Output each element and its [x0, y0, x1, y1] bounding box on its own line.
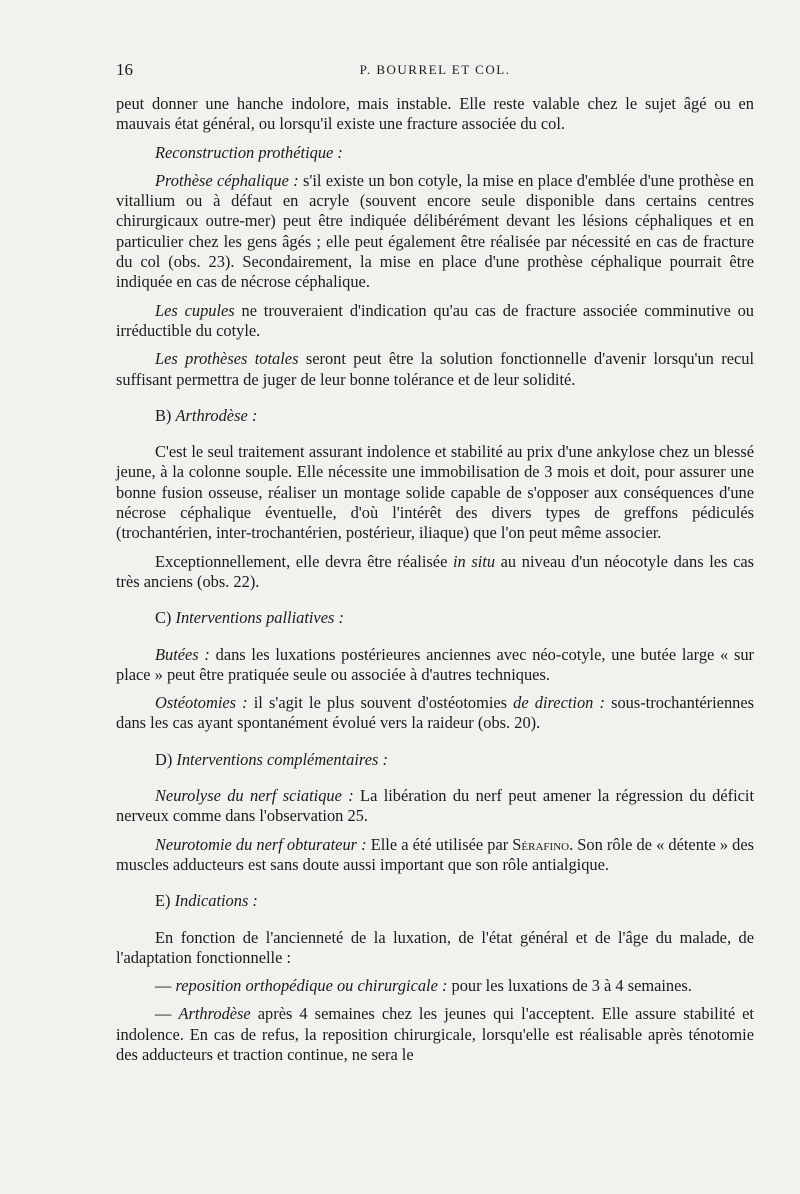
- body-text: [116, 94, 754, 1065]
- author-name: Sérafino: [512, 834, 570, 854]
- heading-interventions-palliatives: C) Interventions palliatives :: [155, 608, 344, 628]
- page-number: 16: [116, 60, 133, 79]
- paragraph-butees: Butées : dans les luxations postérieures anciennes avec néo-cotyle, une butée large « sur place » peut être pratiquée seule ou associée à d'autres techniques.: [116, 644, 755, 684]
- term-neurolyse: Neurolyse du nerf sciatique :: [155, 786, 354, 806]
- term-cupules: Les cupules: [155, 300, 235, 320]
- term-prothese-cephalique: Prothèse céphalique :: [155, 170, 299, 190]
- term-butees: Butées :: [155, 644, 210, 664]
- page-header: [116, 60, 754, 84]
- heading-arthrodese: B) Arthrodèse :: [155, 405, 258, 425]
- paragraph-osteotomies: Ostéotomies : il s'agit le plus souvent d'ostéotomies de direction : sous-trochantériennes dans les cas ayant spontanément évolué vers la raideur (obs. 20).: [116, 693, 754, 733]
- paragraph-cupules: Les cupules ne trouveraient d'indication qu'au cas de fracture associée comminutive ou irréductible du cotyle.: [116, 300, 754, 340]
- paragraph-neurolyse: Neurolyse du nerf sciatique : La libération du nerf peut amener la régression du déficit nerveux comme dans l'observation 25.: [116, 786, 755, 826]
- heading-interventions-complementaires: D) Interventions complémentaires :: [155, 749, 388, 769]
- term-neurotomie: Neurotomie du nerf obturateur :: [155, 834, 367, 854]
- running-title: P. BOURREL ET COL.: [359, 62, 511, 77]
- paragraph-prothese-cephalique: Prothèse céphalique : s'il existe un bon cotyle, la mise en place d'emblée d'une prothèse en vitallium ou à défaut en acryle (souvent encore seule disponible dans certains centres chirurgicaux outre-mer) peut être indiquée délibérément devant les lésions céphaliques et en particulier chez les gens âgés ; elle peut également être réalisée par nécessité en cas de fracture du col (obs. 23). Secondairement, la mise en place d'une prothèse céphalique pourrait être indiquée en cas de nécrose céphalique.: [116, 170, 754, 292]
- paragraph-carryover: peut donner une hanche indolore, mais instable. Elle reste valable chez le sujet âgé ou en mauvais état général, ou lorsqu'il existe une fracture associée du col.: [116, 94, 754, 134]
- paragraph-protheses-totales: Les prothèses totales seront peut être la solution fonctionnelle d'avenir lorsqu'un recul suffisant permettra de juger de leur bonne tolérance et de leur solidité.: [116, 349, 754, 389]
- list-item-reposition: — reposition orthopédique ou chirurgicale : pour les luxations de 3 à 4 semaines.: [155, 976, 692, 996]
- paragraph-indications: En fonction de l'ancienneté de la luxation, de l'état général et de l'âge du malade, de l'adaptation fonctionnelle :: [116, 927, 754, 967]
- paragraph-exceptionnellement: Exceptionnellement, elle devra être réalisée in situ au niveau d'un néocotyle dans les cas très anciens (obs. 22).: [116, 551, 755, 591]
- term-osteotomies: Ostéotomies :: [155, 693, 248, 713]
- paragraph-neurotomie: Neurotomie du nerf obturateur : Elle a été utilisée par Sérafino. Son rôle de « détente » des muscles adducteurs est sans doute aussi important que son rôle antialgique.: [116, 834, 754, 874]
- list-item-arthrodese: — Arthrodèse après 4 semaines chez les jeunes qui l'acceptent. Elle assure stabilité et indolence. En cas de refus, la reposition chirurgicale, lorsqu'elle est réalisable après ténotomie des adducteurs et traction continue, ne sera le: [116, 1004, 754, 1064]
- term-protheses-totales: Les prothèses totales: [155, 349, 299, 369]
- paragraph-arthrodese: C'est le seul traitement assurant indolence et stabilité au prix d'une ankylose chez un blessé jeune, à la colonne souple. Elle nécessite une immobilisation de 3 mois et doit, pour assurer une bonne fusion osseuse, réaliser un montage solide capable de s'opposer aux conséquences d'une nécrose céphalique éventuelle, d'où l'intérêt des divers types de greffons pédiculés (trochantérien, inter-trochantérien, postérieur, iliaque) que l'on peut même associer.: [116, 442, 754, 543]
- heading-indications: E) Indications :: [155, 891, 258, 911]
- heading-reconstruction: Reconstruction prothétique :: [155, 142, 343, 162]
